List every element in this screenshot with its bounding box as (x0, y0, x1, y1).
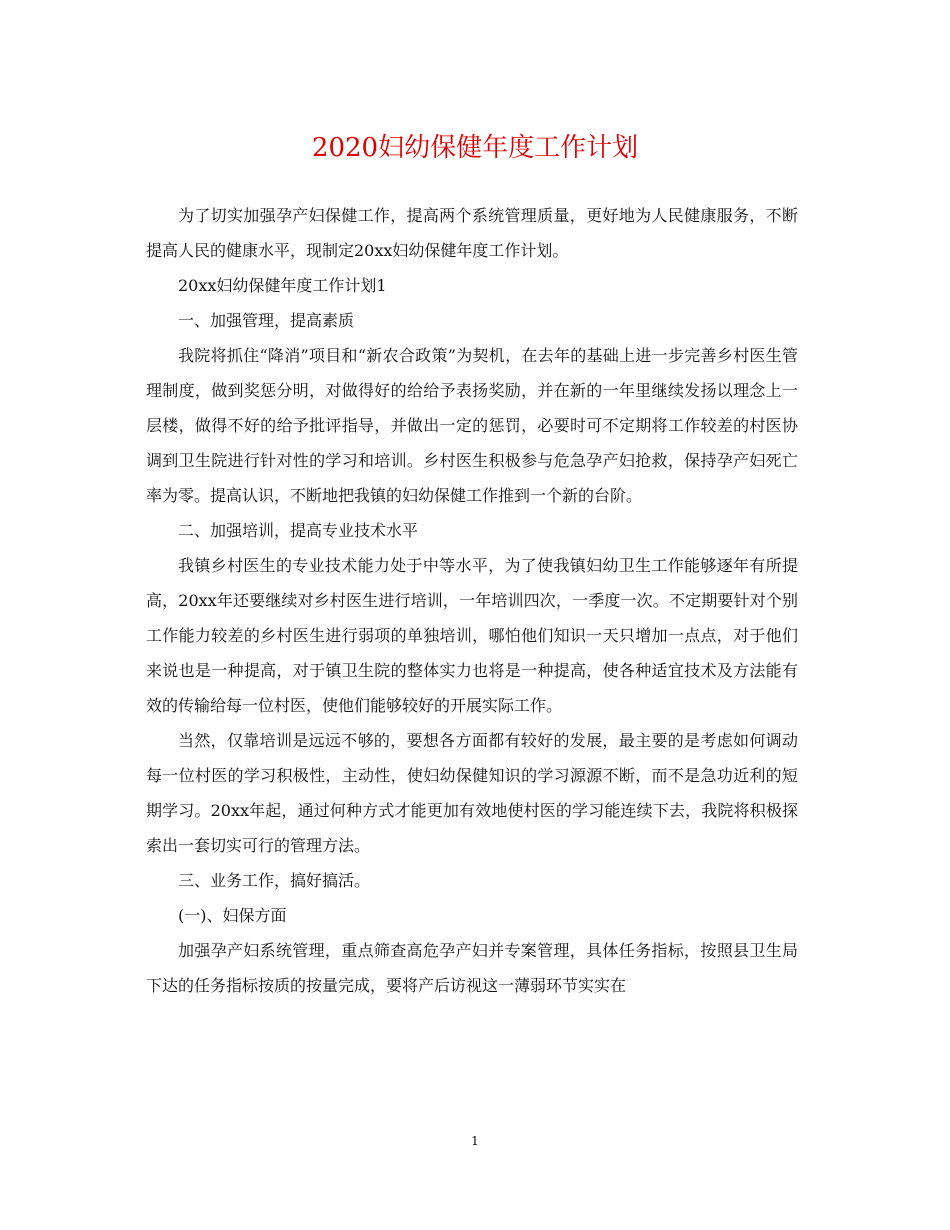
section-heading-2: 二、加强培训，提高专业技术水平 (178, 521, 419, 540)
paragraph-management: 我院将抓住“降消”项目和“新农合政策”为契机，在去年的基础上进一步完善乡村医生管理制度，做到奖惩分明，对做得好的给给予表扬奖励，并在新的一年里继续发扬以理念上一层楼，做得不好的给予批评指导，并做出一定的惩罚，必要时可不定期将工作较差的村医协调到卫生院进行针对性的学习和培训。乡村医生积极参与危急孕产妇抢救，保持孕产妇死亡率为零。提高认识，不断地把我镇的妇幼保健工作推到一个新的台阶。 (146, 346, 798, 505)
paragraph-maternal-care: 加强孕产妇系统管理，重点筛查高危孕产妇并专案管理，具体任务指标，按照县卫生局下达的任务指标按质的按量完成，要将产后访视这一薄弱环节实实在 (146, 941, 798, 995)
document-title: 2020妇幼保健年度工作计划 (311, 133, 639, 163)
paragraph-intro: 为了切实加强孕产妇保健工作，提高两个系统管理质量，更好地为人民健康服务，不断提高人民的健康水平，现制定20xx妇幼保健年度工作计划。 (146, 206, 798, 260)
subsection-heading-1: (一)、妇保方面 (178, 906, 287, 925)
section-heading-1: 一、加强管理，提高素质 (178, 311, 355, 330)
paragraph-training: 我镇乡村医生的专业技术能力处于中等水平，为了使我镇妇幼卫生工作能够逐年有所提高，20xx年还要继续对乡村医生进行培训，一年培训四次，一季度一次。不定期要针对个别工作能力较差的乡村医生进行弱项的单独培训，哪怕他们知识一天只增加一点点，对于他们来说也是一种提高，对于镇卫生院的整体实力也将是一种提高，使各种适宜技术及方法能有效的传输给每一位村医，使他们能够较好的开展实际工作。 (146, 556, 798, 715)
paragraph-plan-heading: 20xx妇幼保健年度工作计划1 (178, 276, 387, 295)
page-number: 1 (471, 1134, 479, 1148)
paragraph-motivation: 当然，仅靠培训是远远不够的，要想各方面都有较好的发展，最主要的是考虑如何调动每一位村医的学习积极性，主动性，使妇幼保健知识的学习源源不断，而不是急功近利的短期学习。20xx年起，通过何种方式才能更加有效地使村医的学习能连续下去，我院将积极探索出一套切实可行的管理方法。 (146, 731, 798, 855)
document-body (146, 198, 798, 1003)
section-heading-3: 三、业务工作，搞好搞活。 (178, 871, 371, 890)
